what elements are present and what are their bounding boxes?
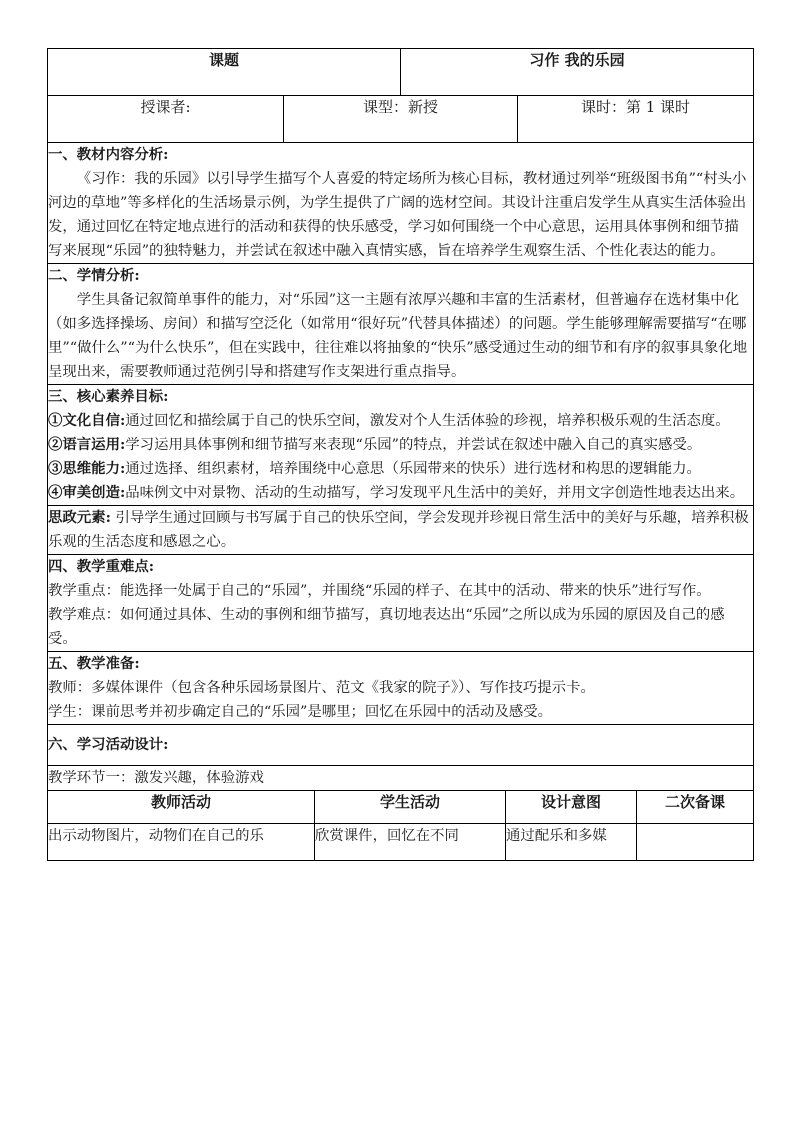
section-body: 《习作：我的乐园》以引导学生描写个人喜爱的特定场所为核心目标，教材通过列举“班级图书角”“村头小河边的草地”等多样化的生活场景示例，为学生提供了广阔的选材空间。其设计注重启发学生从真实生活体验出发，通过回忆在特定地点进行的活动和获得的快乐感受，学习如何围绕一个中心意思，运用具体事例和细节描写来展现“乐园”的独特魅力，并尝试在叙述中融入真情实感，旨在培养学生观察生活、个性化表达的能力。 xyxy=(48,171,747,259)
section-objectives xyxy=(48,385,754,506)
topic-value: 习作 我的乐园 xyxy=(401,49,754,96)
objective-key: ②语言运用: xyxy=(48,436,126,453)
student-activity-cell: 欣赏课件，回忆在不同 xyxy=(315,824,506,861)
topic-label: 课题 xyxy=(48,49,401,96)
section-ideology xyxy=(48,506,754,555)
objective-item xyxy=(48,409,753,433)
objective-key: ③思维能力: xyxy=(48,460,126,477)
difficult-point: 教学难点：如何通过具体、生动的事例和细节描写，真切地表达出“乐园”之所以成为乐园的原因及自己的感受。 xyxy=(48,607,725,647)
section-activities-title xyxy=(48,725,754,766)
ideology-key: 思政元素: xyxy=(48,509,111,526)
ideology-paragraph xyxy=(48,506,753,554)
section-textbook xyxy=(48,143,754,264)
lesson-type: 课型：新授 xyxy=(284,96,518,143)
section-body: 学生具备记叙简单事件的能力，对“乐园”这一主题有浓厚兴趣和丰富的生活素材，但普遍存在选材集中化（如多选择操场、房间）和描写空泛化（如常用“很好玩”代替具体描述）的问题。学生能够理解需要描写“在哪里”“做什么”“为什么快乐”，但在实践中，往往难以将抽象的“快乐”感受通过生动的细节和有序的叙事具象化地呈现出来，需要教师通过范例引导和搭建写作支架进行重点指导。 xyxy=(48,292,748,380)
activity-table xyxy=(47,790,754,861)
section-title: 一、教材内容分析: xyxy=(48,146,169,163)
activity-header-row xyxy=(48,791,754,824)
objective-text: 学习运用具体事例和细节描写来表现“乐园”的特点，并尝试在叙述中融入自己的真实感受。 xyxy=(125,437,702,453)
teacher-prep: 教师：多媒体课件（包含各种乐园场景图片、范文《我家的院子》）、写作技巧提示卡。 xyxy=(48,680,595,696)
section-title: 三、核心素养目标: xyxy=(48,388,169,405)
meta-row xyxy=(48,96,754,143)
column-header: 设计意图 xyxy=(506,791,637,824)
objective-item xyxy=(48,457,753,481)
teacher-label: 授课者: xyxy=(48,96,284,143)
key-point: 教学重点：能选择一处属于自己的“乐园”，并围绕“乐园的样子、在其中的活动、带来的快乐”进行写作。 xyxy=(48,583,711,599)
ideology-text: 引导学生通过回顾与书写属于自己的快乐空间，学会发现并珍视日常生活中的美好与乐趣，培养积极乐观的生活态度和感恩之心。 xyxy=(48,510,749,550)
section-preparation xyxy=(48,652,754,725)
objective-text: 通过选择、组织素材，培养围绕中心意思（乐园带来的快乐）进行选材和构思的逻辑能力。 xyxy=(125,461,701,477)
topic-row xyxy=(48,49,754,96)
second-prep-cell xyxy=(637,824,754,861)
activity-row xyxy=(48,824,754,861)
teacher-activity-cell: 出示动物图片，动物们在自己的乐 xyxy=(48,824,315,861)
section-title: 五、教学准备: xyxy=(48,655,140,672)
lesson-plan xyxy=(47,48,753,861)
lesson-plan-table xyxy=(47,48,754,791)
objective-key: ④审美创造: xyxy=(48,484,126,501)
lesson-hours: 课时：第 1 课时 xyxy=(518,96,754,143)
objective-key: ①文化自信: xyxy=(48,412,126,429)
step-one-label: 教学环节一：激发兴趣，体验游戏 xyxy=(48,770,264,786)
design-intent-cell: 通过配乐和多媒 xyxy=(506,824,637,861)
section-title: 六、学习活动设计: xyxy=(48,736,169,753)
column-header: 学生活动 xyxy=(315,791,506,824)
objective-item xyxy=(48,433,753,457)
column-header: 教师活动 xyxy=(48,791,315,824)
objective-text: 通过回忆和描绘属于自己的快乐空间，激发对个人生活体验的珍视，培养积极乐观的生活态度。 xyxy=(125,413,730,429)
objective-text: 品味例文中对景物、活动的生动描写，学习发现平凡生活中的美好，并用文字创造性地表达出来。 xyxy=(125,485,745,501)
student-prep: 学生：课前思考并初步确定自己的“乐园”是哪里；回忆在乐园中的活动及感受。 xyxy=(48,704,552,720)
column-header: 二次备课 xyxy=(637,791,754,824)
section-title: 二、学情分析: xyxy=(48,267,140,284)
step-one-row xyxy=(48,766,754,791)
section-title: 四、教学重难点: xyxy=(48,558,155,575)
objective-item xyxy=(48,481,753,505)
section-learners xyxy=(48,264,754,385)
section-key-points xyxy=(48,555,754,652)
